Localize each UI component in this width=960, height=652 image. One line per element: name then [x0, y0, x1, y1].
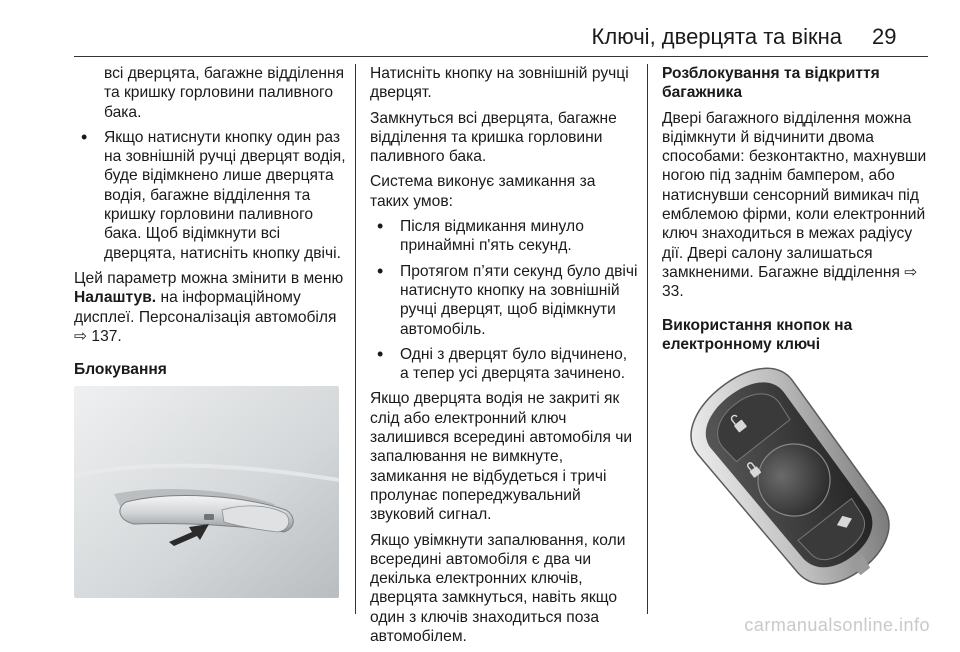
- paragraph: Система виконує замикання за таких умов:: [370, 173, 596, 210]
- column-1: [74, 64, 346, 385]
- column-2: [370, 64, 638, 652]
- continued-text: всі дверцята, багажне відділення та кришку горловини паливного бака.: [104, 65, 345, 121]
- bullet-item: • Одні з дверцят було відчинено, а тепер усі дверцята зачинено.: [370, 345, 638, 384]
- paragraph: Натисніть кнопку на зовнішній ручці дверцят.: [370, 65, 629, 102]
- door-handle-illustration: [74, 386, 339, 598]
- column-divider-1: [355, 64, 356, 614]
- settings-text-post: на інформаційному дисплеї. Персоналізація автомобіля ⇨ 137.: [74, 289, 337, 345]
- bullet-item: • Протягом п’яти секунд було двічі натиснуто кнопку на зовнішній ручці дверцят, щоб відімкнути автомобіль.: [370, 262, 638, 339]
- bullet-item: • Якщо натиснути кнопку один раз на зовнішній ручці дверцят водія, буде відімкнено лише дверцята водія, багажне відділення та кришку горловини паливного бака. Щоб відімкнути всі дверцята, натисніть кнопку двічі.: [74, 128, 346, 263]
- section-heading-key-buttons: Використання кнопок на електронному ключі: [662, 316, 853, 353]
- settings-paragraph: [74, 269, 346, 346]
- settings-text-pre: Цей параметр можна змінити в меню: [74, 269, 344, 287]
- paragraph: Замкнуться всі дверцята, багажне відділення та кришка горловини паливного бака.: [370, 109, 617, 166]
- paragraph: Двері багажного відділення можна відімкнути й відчинити двома способами: безконтактно, махнувши ногою під заднім бампером, або натиснувши сенсорний вимикач під емблемою фірми, коли електронний ключ знаходиться в межах радіусу дії. Двері салону залишаться замкненими. Багажне відділення ⇨ 33.: [662, 109, 927, 301]
- paragraph: Якщо дверцята водія не закриті як слід або електронний ключ залишився всередині автомобіля чи запалювання не вимкнуте, замикання не відбудеться і тричі пролунає попереджувальний звуковий сигнал.: [370, 390, 633, 524]
- page-number: 29: [872, 24, 897, 49]
- column-divider-2: [647, 64, 648, 614]
- page-header-title: Ключі, дверцята та вікна: [591, 24, 842, 49]
- section-heading-tailgate: Розблокування та відкриття багажника: [662, 65, 880, 102]
- footer-watermark: carmanualsonline.info: [744, 615, 930, 635]
- section-heading-locking: Блокування: [74, 361, 167, 379]
- settings-menu-name: Налаштув.: [74, 289, 157, 307]
- column-3: [662, 64, 932, 360]
- bullet-item: • Після відмикання минуло принаймні п'ять секунд.: [370, 217, 638, 256]
- handle-button: [204, 514, 214, 520]
- header-rule: [74, 56, 928, 57]
- paragraph: Якщо увімкнути запалювання, коли всередині автомобіля є два чи декілька електронних ключів, дверцята замкнуться, навіть якщо один з ключів знаходиться поза автомобілем.: [370, 531, 626, 646]
- electronic-key-illustration: [660, 360, 928, 600]
